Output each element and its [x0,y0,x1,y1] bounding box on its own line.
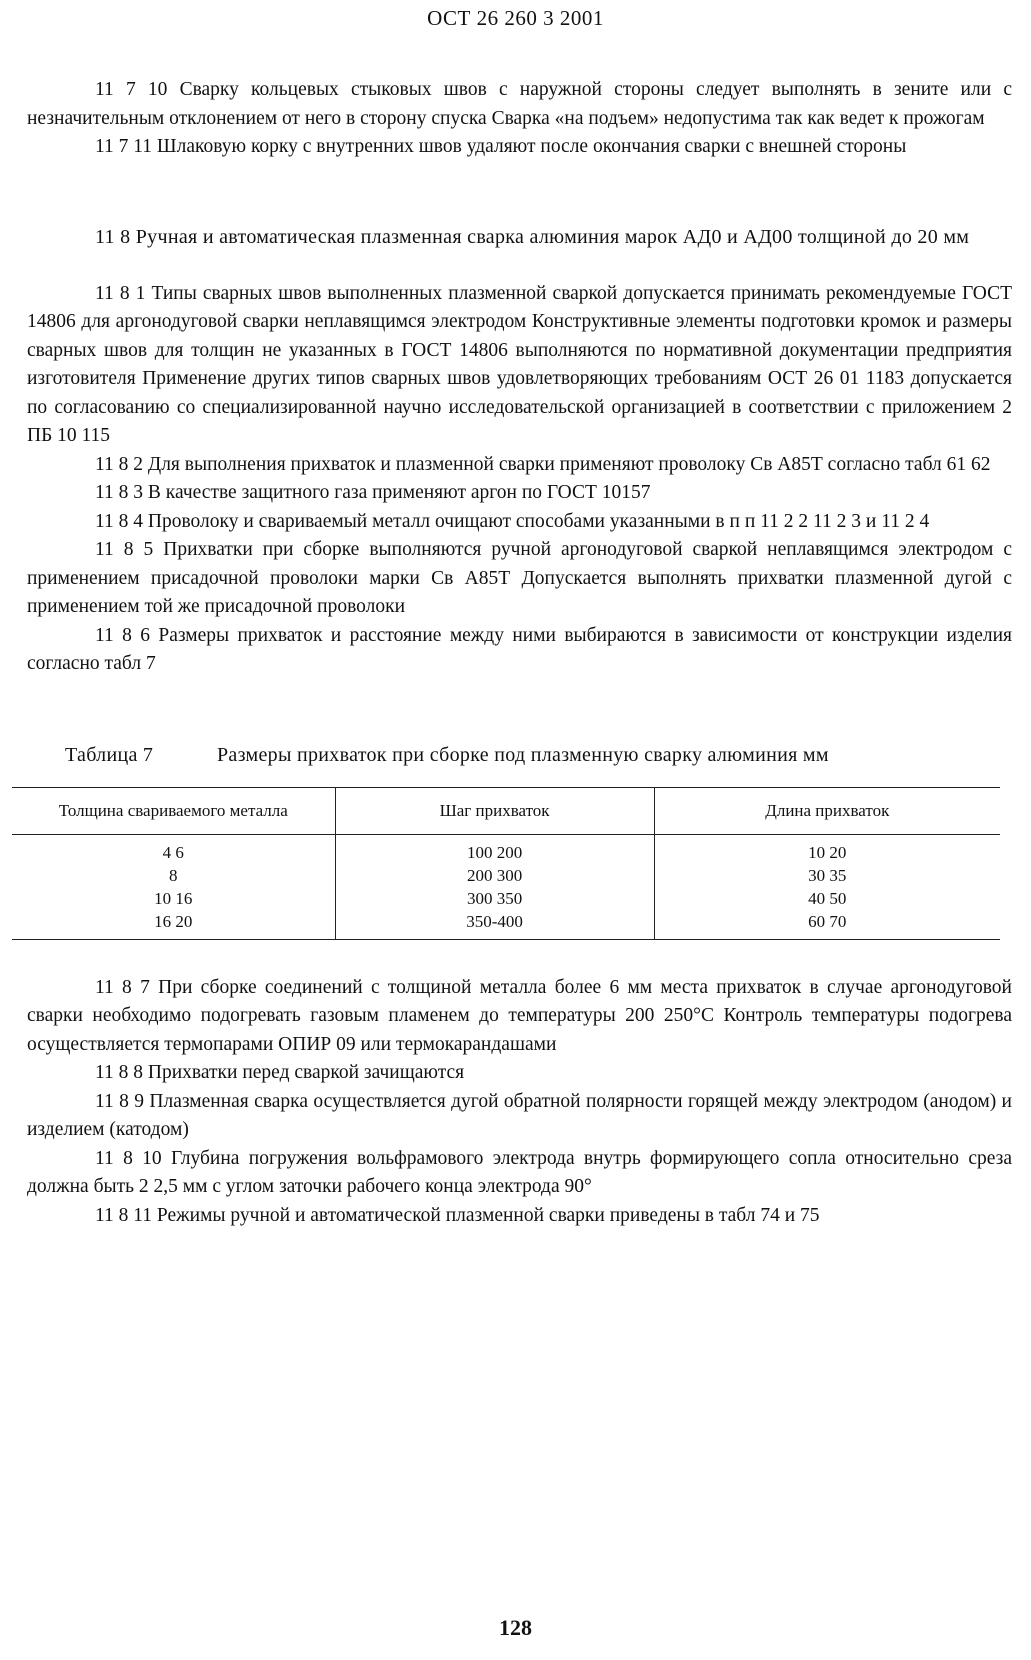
table-row [12,887,1000,910]
paragraph-11-7-10: 11 7 10 Сварку кольцевых стыковых швов с наружной стороны следует выполнять в зените или с незначительным отклонением от него в сторону спуска Сварка «на подъем» недопустима так как ведет к прожогам [27,79,1012,129]
header-pitch: Шаг прихваток [335,787,654,834]
spacer [27,679,1012,741]
paragraph-11-8-11: 11 8 11 Режимы ручной и автоматической плазменной сварки приведены в табл 74 и 75 [95,1204,820,1226]
table-caption-title: Размеры прихваток при сборке под плазменную сварку алюминия мм [217,743,829,766]
header-thickness: Толщина свариваемого металла [12,787,335,834]
cell-pitch: 200 300 [335,864,654,887]
cell-pitch: 350-400 [335,910,654,940]
table-caption-number: Таблица 7 [65,743,154,766]
page-number: 128 [499,1615,532,1640]
page-content [27,76,1012,1230]
cell-pitch: 100 200 [335,834,654,864]
cell-length: 40 50 [808,888,847,908]
cell-length: 30 35 [808,865,847,885]
spacer [27,940,1012,974]
cell-pitch: 300 350 [335,887,654,910]
table-caption [27,741,1012,769]
cell-length: 10 20 [808,842,847,862]
cell-thickness: 16 20 [12,910,335,940]
paragraph-11-8-3: 11 8 3 В качестве защитного газа применяют аргон по ГОСТ 10157 [95,482,651,503]
paragraph-11-8-5: 11 8 5 Прихватки при сборке выполняются ручной аргонодуговой сваркой неплавящимся электродом с применением присадочной проволоки марки Св А85Т Допускается выполнять прихватки плазменной дугой с применением той же присадочной проволоки [27,539,1012,617]
cell-length: 60 70 [654,910,1000,940]
table-row [12,834,1000,864]
section-heading-11-8: 11 8 Ручная и автоматическая плазменная сварка алюминия марок АД0 и АД00 толщиной до 20 мм [95,225,970,248]
table-7 [12,787,1000,940]
table-row [12,864,1000,887]
table-row [12,910,1000,940]
header-length: Длина прихваток [654,787,1000,834]
paragraph-11-8-6: 11 8 6 Размеры прихваток и расстояние между ними выбираются в зависимости от конструкции изделия согласно табл 7 [27,624,1012,674]
paragraph-11-8-10: 11 8 10 Глубина погружения вольфрамового электрода внутрь формирующего сопла относительно среза должна быть 2 2,5 мм с углом заточки рабочего конца электрода 90° [27,1147,1012,1197]
paragraph-11-8-1: 11 8 1 Типы сварных швов выполненных плазменной сваркой допускается принимать рекомендуемые ГОСТ 14806 для аргонодуговой сварки неплавящимся электродом Конструктивные элементы подготовки кромок и размеры сварных швов для толщин не указанных в ГОСТ 14806 выполняются по нормативной документации предприятия изготовителя Применение других типов сварных швов удовлетворяющих требованиям ОСТ 26 01 1183 допускается по согласованию со специализированной научно исследовательской организацией в соответствии с приложением 2 ПБ 10 115 [27,282,1012,446]
paragraph-11-8-7: 11 8 7 При сборке соединений с толщиной металла более 6 мм места прихваток в случае аргонодуговой сварки необходимо подогревать газовым пламенем до температуры 200 250°С Контроль температуры подогрева осуществляется термопарами ОПИР 09 или термокарандашами [27,976,1012,1055]
paragraph-11-8-2: 11 8 2 Для выполнения прихваток и плазменной сварки применяют проволоку Св А85Т согласно табл 61 62 [95,453,991,475]
paragraph-11-8-8: 11 8 8 Прихватки перед сваркой зачищаются [95,1062,465,1083]
cell-thickness: 4 6 [162,842,184,862]
document-code-header: ОСТ 26 260 3 2001 [427,6,604,30]
cell-thickness: 8 [169,865,178,885]
paragraph-11-8-4: 11 8 4 Проволоку и свариваемый металл очищают способами указанными в п п 11 2 2 11 2 3 и 11 2 4 [95,510,930,532]
cell-thickness: 10 16 [154,888,193,908]
paragraph-11-7-11: 11 7 11 Шлаковую корку с внутренних швов удаляют после окончания сварки с внешней стороны [95,136,907,157]
table-header-row [12,787,1000,834]
paragraph-11-8-9: 11 8 9 Плазменная сварка осуществляется дугой обратной полярности горящей между электродом (анодом) и изделием (катодом) [27,1090,1012,1140]
